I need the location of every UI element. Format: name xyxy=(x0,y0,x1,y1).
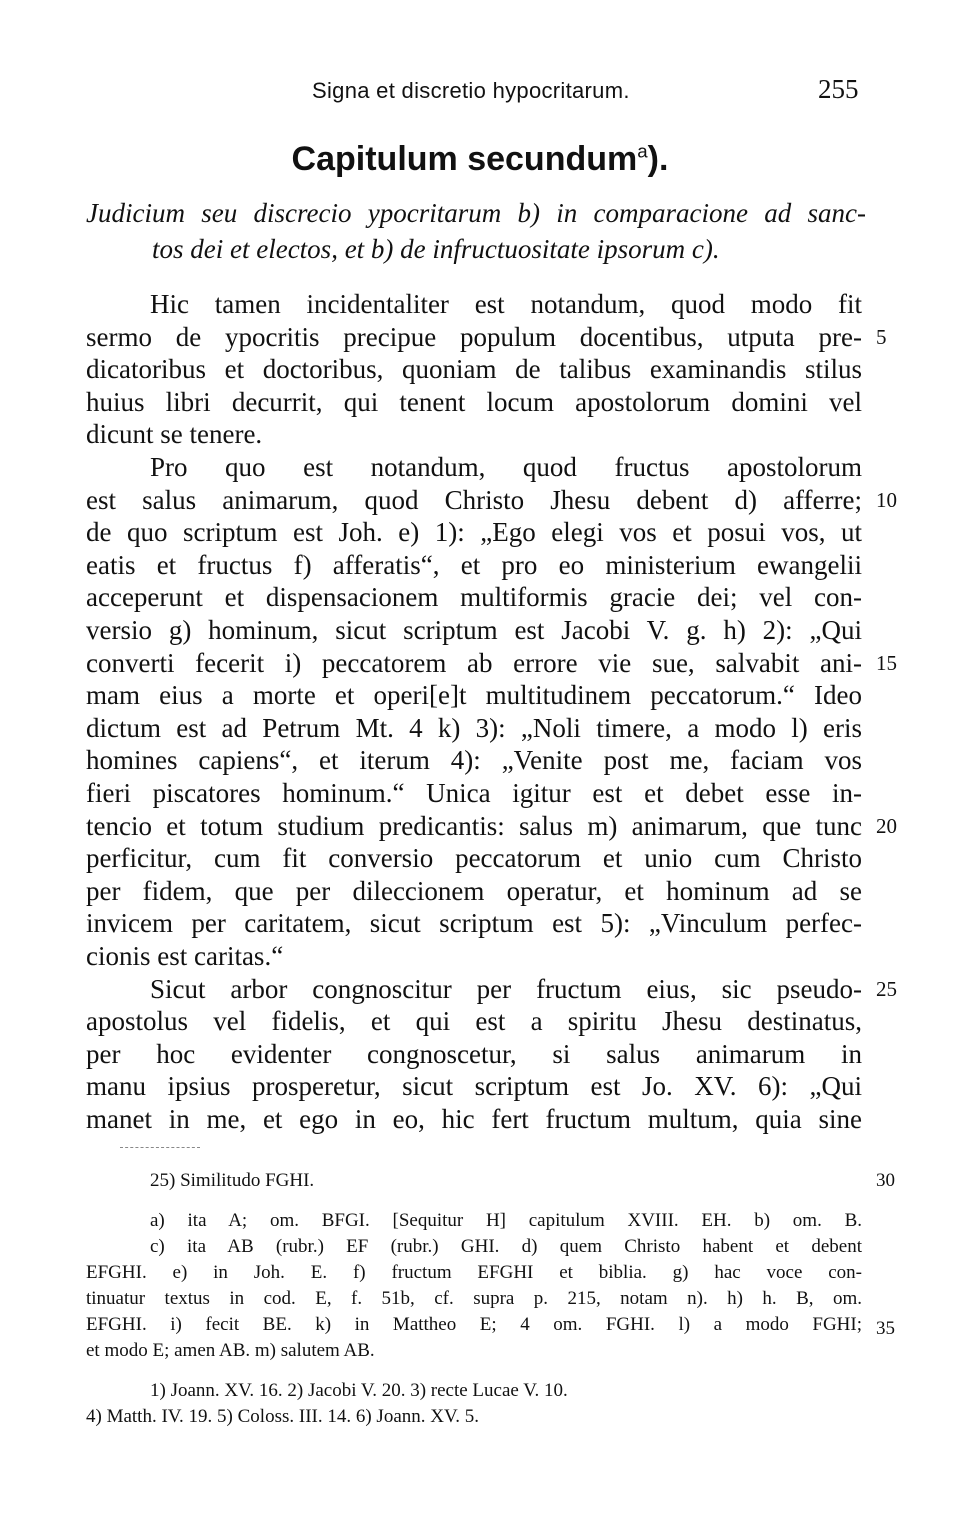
chapter-subtitle-line-1: Judicium seu discrecio ypocritarum b) in comparacione ad sanc- xyxy=(86,198,866,228)
footnote-line: c) ita AB (rubr.) EF (rubr.) GHI. d) quem Christo habent et debent xyxy=(150,1236,862,1257)
body-line: cionis est caritas.“ xyxy=(86,941,284,971)
body-line: dicunt se tenere. xyxy=(86,419,263,450)
margin-line-number: 25 xyxy=(876,976,897,1001)
body-line: sermo de ypocritis precipue populum docentibus, utputa pre- xyxy=(86,321,862,352)
body-line: mam eius a morte et operi[e]t multitudinem peccatorum.“ Ideo xyxy=(86,680,862,711)
body-line: invicem per caritatem, sicut scriptum est 5): „Vinculum perfec- xyxy=(86,908,862,939)
margin-line-number: 5 xyxy=(876,324,887,349)
body-line: est salus animarum, quod Christo Jhesu debent d) afferre; xyxy=(86,484,862,515)
body-line: manet in me, et ego in eo, hic fert fructum multum, quia sine xyxy=(86,1104,862,1134)
body-line: tencio et totum studium predicantis: salus m) animarum, que tunc xyxy=(86,810,862,841)
body-line: per fidem, que per dileccionem operatur, et hominum ad se xyxy=(86,875,862,906)
chapter-title-note: a xyxy=(637,140,648,162)
body-line: dicatoribus et doctoribus, quoniam de talibus examinandis stilus xyxy=(86,354,862,385)
footnote-line: EFGHI. e) in Joh. E. f) fructum EFGHI et biblia. g) hac voce con- xyxy=(86,1262,862,1283)
body-line: dictum est ad Petrum Mt. 4 k) 3): „Noli timere, a modo l) eris xyxy=(86,712,862,743)
footnote-margin-number: 35 xyxy=(876,1318,895,1339)
running-head xyxy=(0,74,960,106)
body-line: versio g) hominum, sicut scriptum est Jacobi V. g. h) 2): „Qui xyxy=(86,615,862,645)
footnote-line: 25) Similitudo FGHI. xyxy=(150,1170,315,1191)
body-line: homines capiens“, et iterum 4): „Venite post me, faciam vos xyxy=(86,745,862,776)
footnote-line: a) ita A; om. BFGI. [Sequitur H] capitulum XVIII. EH. b) om. B. xyxy=(150,1210,862,1231)
page-number: 255 xyxy=(818,74,859,104)
body-line: apostolus vel fidelis, et qui est a spiritu Jhesu destinatus, xyxy=(86,1006,862,1037)
chapter-subtitle-line-2: tos dei et electos, et b) de infructuositate ipsorum c). xyxy=(152,234,720,264)
footnote-line: 1) Joann. XV. 16. 2) Jacobi V. 20. 3) recte Lucae V. 10. xyxy=(150,1380,568,1401)
footnote-line: 4) Matth. IV. 19. 5) Coloss. III. 14. 6) Joann. XV. 5. xyxy=(86,1406,480,1427)
body-line: huius libri decurrit, qui tenent locum apostolorum domini vel xyxy=(86,386,862,417)
body-line: manu ipsius prosperetur, sicut scriptum est Jo. XV. 6): „Qui xyxy=(86,1071,862,1102)
footnote-margin-number: 30 xyxy=(876,1170,895,1191)
body-line: Sicut arbor congnoscitur per fructum eius, sic pseudo- xyxy=(150,973,862,1004)
body-line: perficitur, cum fit conversio peccatorum et unio cum Christo xyxy=(86,843,862,874)
margin-line-number: 10 xyxy=(876,487,897,512)
body-line: de quo scriptum est Joh. e) 1): „Ego elegi vos et posui vos, ut xyxy=(86,517,862,548)
chapter-title: Capitulum secundum$^a$). xyxy=(291,140,669,178)
chapter-title-text: Capitulum secundum xyxy=(291,140,638,178)
body-line: fieri piscatores hominum.“ Unica igitur est et debet esse in- xyxy=(86,778,862,808)
body-line: per hoc evidenter congnoscetur, si salus animarum in xyxy=(86,1038,862,1069)
footnote-line: et modo E; amen AB. m) salutem AB. xyxy=(86,1340,375,1361)
body-line: Pro quo est notandum, quod fructus apostolorum xyxy=(150,452,862,482)
footnote-line: tinuatur textus in cod. E, f. 51b, cf. supra p. 215, notam n). h) h. B, om. xyxy=(86,1288,862,1309)
margin-line-number: 15 xyxy=(876,650,897,675)
body-line: converti fecerit i) peccatorem ab errore vie sue, salvabit ani- xyxy=(86,647,862,678)
body-line: acceperunt et dispensacionem multiformis gracie dei; vel con- xyxy=(86,582,862,613)
body-line: Hic tamen incidentaliter est notandum, quod modo fit xyxy=(150,289,862,319)
running-title: Signa et discretio hypocritarum. xyxy=(312,78,630,103)
footnote-rule xyxy=(120,1147,200,1148)
margin-line-number: 20 xyxy=(876,813,897,838)
footnote-line: EFGHI. i) fecit BE. k) in Mattheo E; 4 om. FGHI. l) a modo FGHI; xyxy=(86,1314,862,1335)
body-line: eatis et fructus f) afferatis“, et pro eo ministerium ewangelii xyxy=(86,549,862,580)
